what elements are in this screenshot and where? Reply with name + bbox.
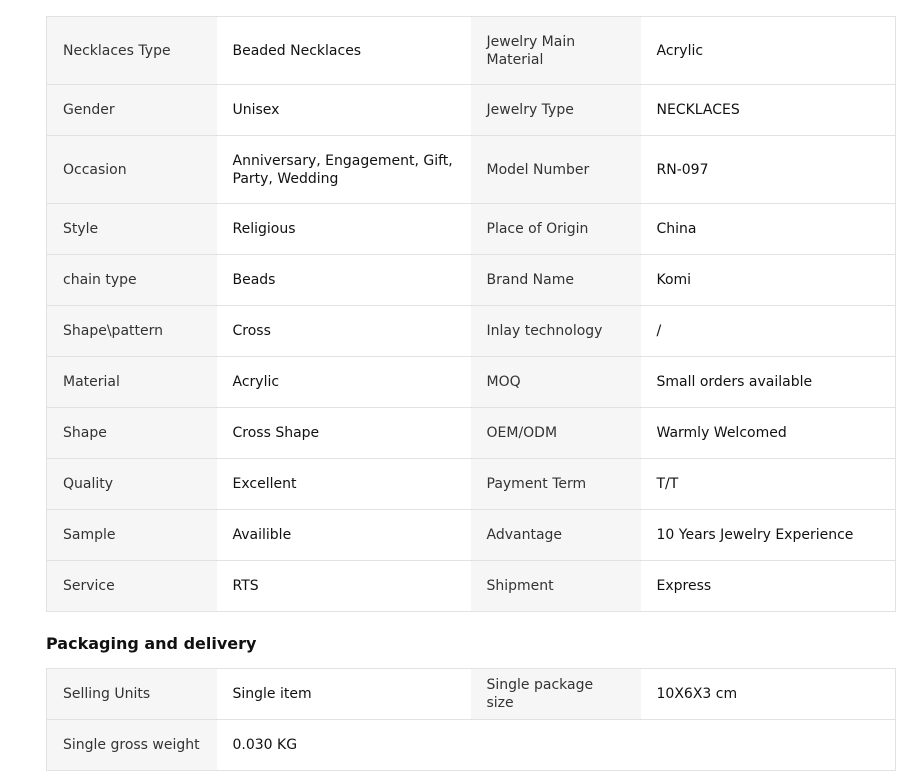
attribute-value: Anniversary, Engagement, Gift, Party, Wedding xyxy=(217,136,471,204)
attribute-value: T/T xyxy=(641,459,896,510)
attribute-value: Availible xyxy=(217,510,471,561)
table-row xyxy=(47,669,896,720)
attribute-key: Occasion xyxy=(47,136,217,204)
attribute-key: Shape xyxy=(47,408,217,459)
attribute-value: NECKLACES xyxy=(641,85,896,136)
attribute-key: Material xyxy=(47,357,217,408)
table-row xyxy=(47,510,896,561)
table-row xyxy=(47,561,896,612)
table-row xyxy=(47,255,896,306)
attribute-value: Warmly Welcomed xyxy=(641,408,896,459)
attribute-key: Single gross weight xyxy=(47,720,217,771)
attribute-key: Gender xyxy=(47,85,217,136)
attribute-value: China xyxy=(641,204,896,255)
table-row xyxy=(47,136,896,204)
attribute-value: 0.030 KG xyxy=(217,720,471,771)
attribute-key: Sample xyxy=(47,510,217,561)
attribute-key: Service xyxy=(47,561,217,612)
attribute-value: Small orders available xyxy=(641,357,896,408)
attribute-value: RTS xyxy=(217,561,471,612)
table-row xyxy=(47,85,896,136)
attribute-value: Cross Shape xyxy=(217,408,471,459)
attribute-key: Style xyxy=(47,204,217,255)
attribute-value: Beaded Necklaces xyxy=(217,17,471,85)
attribute-key: Payment Term xyxy=(471,459,641,510)
table-row xyxy=(47,408,896,459)
table-row xyxy=(47,17,896,85)
table-row xyxy=(47,357,896,408)
table-row xyxy=(47,720,896,771)
packaging-table xyxy=(46,668,896,771)
attribute-value: Express xyxy=(641,561,896,612)
attribute-key: Inlay technology xyxy=(471,306,641,357)
attribute-value: Unisex xyxy=(217,85,471,136)
attribute-value: Acrylic xyxy=(217,357,471,408)
attribute-value: Cross xyxy=(217,306,471,357)
attribute-key: Brand Name xyxy=(471,255,641,306)
attribute-key: Advantage xyxy=(471,510,641,561)
table-row xyxy=(47,306,896,357)
table-row xyxy=(47,459,896,510)
attribute-key: Shipment xyxy=(471,561,641,612)
attribute-key: Jewelry Main Material xyxy=(471,17,641,85)
attribute-value: 10X6X3 cm xyxy=(641,669,896,720)
attribute-value: / xyxy=(641,306,896,357)
attribute-key: Shape\pattern xyxy=(47,306,217,357)
attribute-key: MOQ xyxy=(471,357,641,408)
packaging-body xyxy=(47,669,896,771)
attribute-value: Excellent xyxy=(217,459,471,510)
attribute-value: Religious xyxy=(217,204,471,255)
table-row xyxy=(47,204,896,255)
attribute-value: Single item xyxy=(217,669,471,720)
attribute-value: Acrylic xyxy=(641,17,896,85)
attribute-key: Jewelry Type xyxy=(471,85,641,136)
attribute-key: Quality xyxy=(47,459,217,510)
attribute-value: Beads xyxy=(217,255,471,306)
empty-cell xyxy=(471,720,896,771)
attribute-key: OEM/ODM xyxy=(471,408,641,459)
product-attributes-body xyxy=(47,17,896,612)
attribute-key: Selling Units xyxy=(47,669,217,720)
attribute-value: Komi xyxy=(641,255,896,306)
attribute-key: Place of Origin xyxy=(471,204,641,255)
attribute-key: Necklaces Type xyxy=(47,17,217,85)
product-attributes-table xyxy=(46,16,896,612)
attribute-key: Model Number xyxy=(471,136,641,204)
attribute-value: RN-097 xyxy=(641,136,896,204)
packaging-section-title: Packaging and delivery xyxy=(46,634,257,653)
attribute-key: Single package size xyxy=(471,669,641,720)
attribute-key: chain type xyxy=(47,255,217,306)
attribute-value: 10 Years Jewelry Experience xyxy=(641,510,896,561)
